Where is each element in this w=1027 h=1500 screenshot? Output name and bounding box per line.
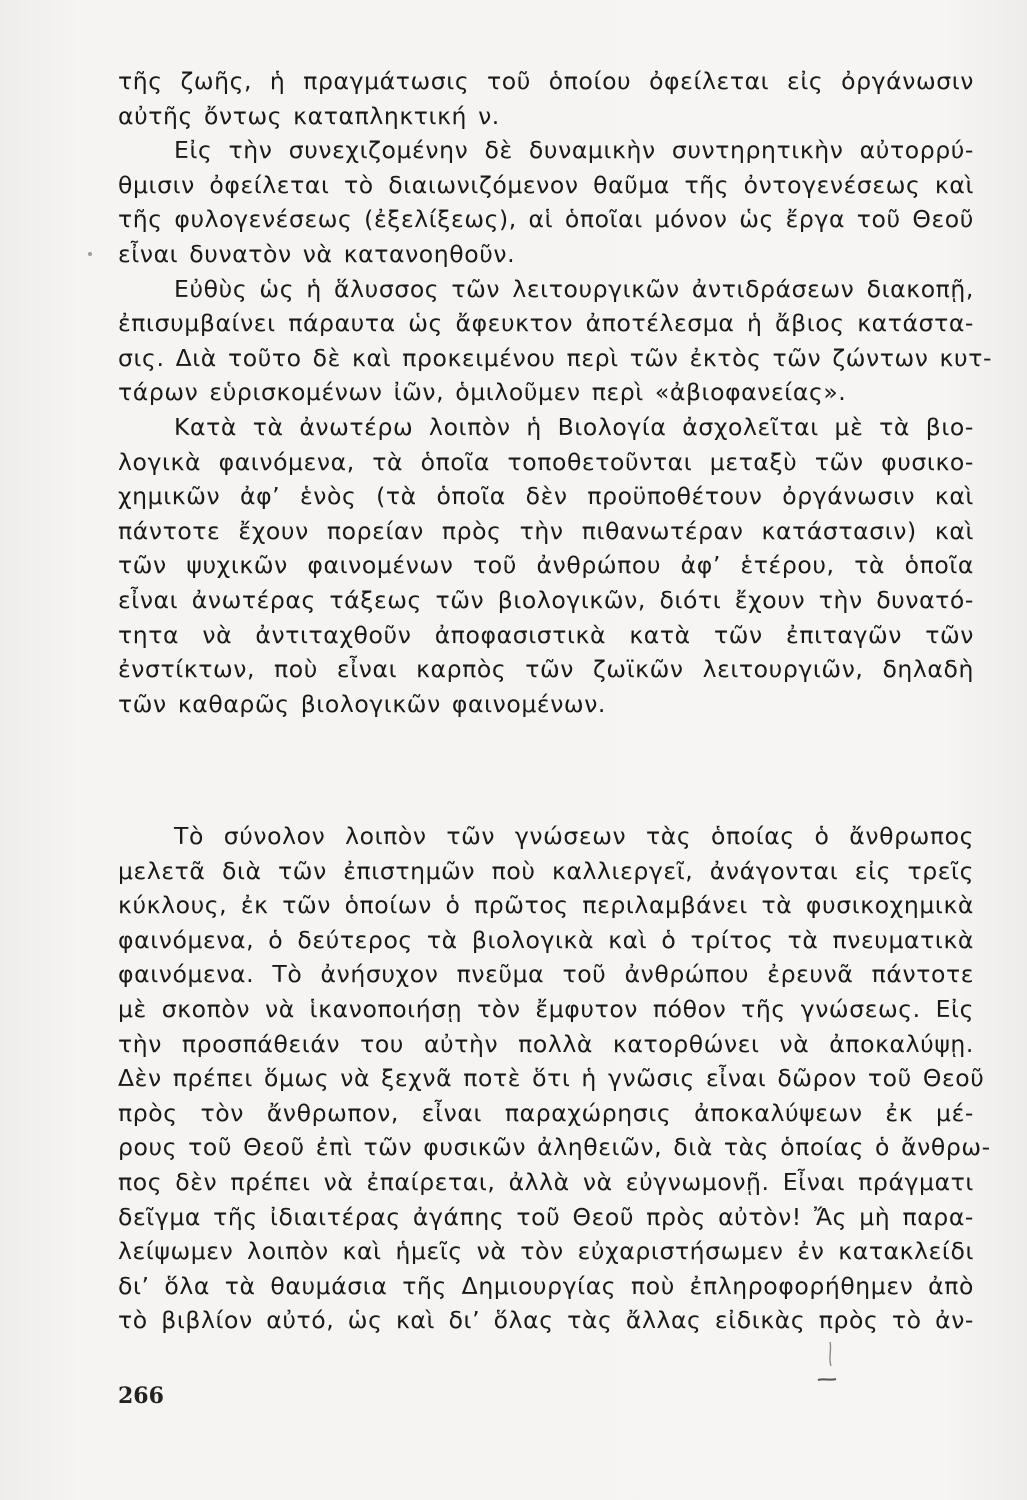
text-line: τὸ βιβλίον αὐτό, ὡς καὶ δι’ ὅλας τὰς ἄλλας εἰδικὰς πρὸς τὸ ἀν-: [118, 1306, 974, 1335]
paragraph-5: [118, 819, 991, 1338]
paragraph-1: [118, 64, 974, 133]
text-line: ἐπισυμβαίνει πάραυτα ὡς ἄφευκτον ἀποτέλεσμα ἡ ἄβιος κατάστα-: [118, 309, 974, 338]
text-line: τάρων εὑρισκομένων ἰῶν, ὁμιλοῦμεν περὶ «ἀβιοφανείας».: [118, 378, 847, 407]
text-line: τῆς φυλογενέσεως (ἐξελίξεως), αἱ ὁποῖαι μόνον ὡς ἔργα τοῦ Θεοῦ: [118, 205, 974, 234]
text-line: πάντοτε ἔχουν πορείαν πρὸς τὴν πιθανωτέραν κατάστασιν) καὶ: [118, 516, 974, 545]
text-line: μὲ σκοπὸν νὰ ἱκανοποιήσῃ τὸν ἔμφυτον πόθον τῆς γνώσεως. Εἰς: [118, 994, 974, 1023]
text-line: τῆς ζωῆς, ἡ πραγμάτωσις τοῦ ὁποίου ὀφείλεται εἰς ὀργάνωσιν: [118, 67, 974, 95]
text-block-top: [118, 64, 993, 721]
text-line: φαινόμενα. Τὸ ἀνήσυχον πνεῦμα τοῦ ἀνθρώπου ἐρευνᾶ πάντοτε: [118, 960, 974, 989]
scan-smudge-mark: [812, 1340, 840, 1386]
text-line: εἶναι δυνατὸν νὰ κατανοηθοῦν.: [118, 239, 516, 268]
text-block-bottom: [118, 819, 991, 1338]
text-line: σις. Διὰ τοῦτο δὲ καὶ προκειμένου περὶ τῶν ἐκτὸς τῶν ζώντων κυτ-: [118, 343, 993, 372]
page-number: 266: [118, 1383, 164, 1409]
text-line: αὐτῆς ὄντως καταπληκτική ν.: [118, 101, 500, 130]
text-line: χημικῶν ἀφ’ ἑνὸς (τὰ ὁποῖα δὲν προϋποθέτουν ὀργάνωσιν καὶ: [118, 482, 974, 511]
text-line: τῶν ψυχικῶν φαινομένων τοῦ ἀνθρώπου ἀφ’ ἑτέρου, τὰ ὁποῖα: [118, 551, 974, 580]
text-line: δεῖγμα τῆς ἰδιαιτέρας ἀγάπης τοῦ Θεοῦ πρὸς αὐτὸν! Ἄς μὴ παρα-: [118, 1202, 974, 1231]
text-line: Δὲν πρέπει ὅμως νὰ ξεχνᾶ ποτὲ ὅτι ἡ γνῶσις εἶναι δῶρον τοῦ Θεοῦ: [118, 1064, 985, 1093]
text-line: τῶν καθαρῶς βιολογικῶν φαινομένων.: [118, 689, 606, 718]
text-line: Εὐθὺς ὡς ἡ ἅλυσσος τῶν λειτουργικῶν ἀντιδράσεων διακοπῇ,: [174, 274, 974, 303]
text-line: μελετᾶ διὰ τῶν ἐπιστημῶν ποὺ καλλιεργεῖ, ἀνάγονται εἰς τρεῖς: [118, 856, 974, 885]
text-line: τητα νὰ ἀντιταχθοῦν ἀποφασιστικὰ κατὰ τῶν ἐπιταγῶν τῶν: [118, 620, 974, 649]
text-line: δι’ ὅλα τὰ θαυμάσια τῆς Δημιουργίας ποὺ ἐπληροφορήθημεν ἀπὸ: [118, 1271, 974, 1300]
text-line: κύκλους, ἐκ τῶν ὁποίων ὁ πρῶτος περιλαμβάνει τὰ φυσικοχημικὰ: [118, 891, 974, 920]
text-line: ρους τοῦ Θεοῦ ἐπὶ τῶν φυσικῶν ἀληθειῶν, διὰ τὰς ὁποίας ὁ ἄνθρω-: [118, 1133, 991, 1162]
text-line: τὴν προσπάθειάν του αὐτὴν πολλὰ κατορθώνει νὰ ἀποκαλύψῃ.: [118, 1029, 974, 1058]
text-line: πος δὲν πρέπει νὰ ἐπαίρεται, ἀλλὰ νὰ εὐγνωμονῇ. Εἶναι πράγματι: [118, 1167, 974, 1196]
text-line: ἐνστίκτων, ποὺ εἶναι καρπὸς τῶν ζωϊκῶν λειτουργιῶν, δηλαδὴ: [118, 655, 974, 684]
text-line: πρὸς τὸν ἄνθρωπον, εἶναι παραχώρησις ἀποκαλύψεων ἐκ μέ-: [118, 1098, 974, 1127]
paragraph-2: [118, 133, 974, 271]
text-line: εἶναι ἀνωτέρας τάξεως τῶν βιολογικῶν, διότι ἔχουν τὴν δυνατό-: [118, 585, 974, 614]
scan-dot-mark: [88, 252, 92, 256]
text-line: Εἰς τὴν συνεχιζομένην δὲ δυναμικὴν συντηρητικὴν αὐτορρύ-: [174, 136, 974, 165]
text-line: λείψωμεν λοιπὸν καὶ ἡμεῖς νὰ τὸν εὐχαριστήσωμεν ἐν κατακλείδι: [118, 1237, 974, 1266]
paragraph-3: [118, 272, 993, 410]
paragraph-4: [118, 410, 974, 721]
text-line: λογικὰ φαινόμενα, τὰ ὁποῖα τοποθετοῦνται μεταξὺ τῶν φυσικο-: [118, 447, 974, 476]
text-line: φαινόμενα, ὁ δεύτερος τὰ βιολογικὰ καὶ ὁ τρίτος τὰ πνευματικὰ: [118, 925, 974, 954]
text-line: Κατὰ τὰ ἀνωτέρω λοιπὸν ἡ Βιολογία ἀσχολεῖται μὲ τὰ βιο-: [174, 412, 974, 441]
text-line: Τὸ σύνολον λοιπὸν τῶν γνώσεων τὰς ὁποίας ὁ ἄνθρωπος: [174, 822, 974, 850]
text-line: θμισιν ὀφείλεται τὸ διαιωνιζόμενον θαῦμα τῆς ὀντογενέσεως καὶ: [118, 170, 974, 199]
